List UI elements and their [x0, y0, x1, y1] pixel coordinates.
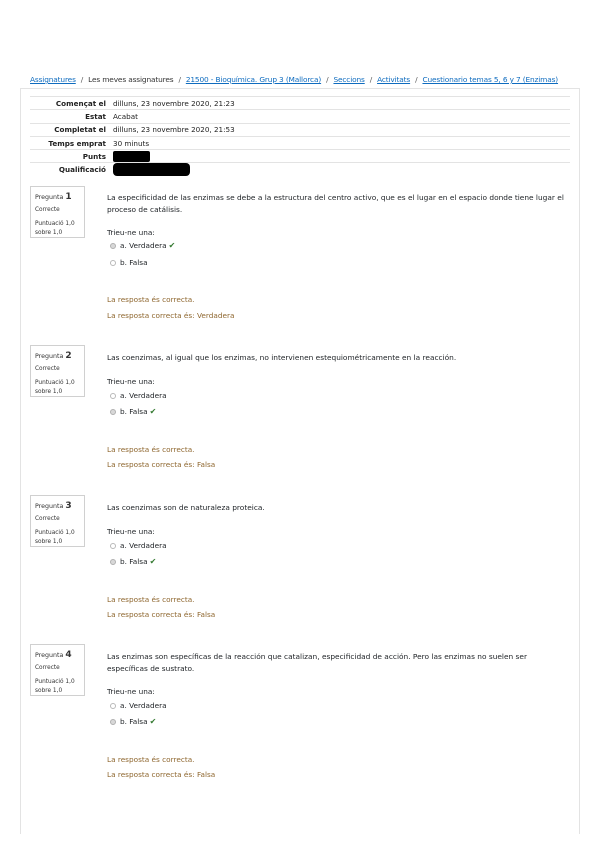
- breadcrumb-activitats[interactable]: Activitats: [377, 75, 411, 84]
- answer-option-b[interactable]: [110, 407, 156, 416]
- answer-prompt: Trieu-ne una:: [107, 377, 155, 386]
- summary-label: Completat el: [30, 123, 113, 136]
- radio-button[interactable]: [110, 409, 116, 415]
- summary-value: dilluns, 23 novembre 2020, 21:23: [113, 97, 570, 110]
- breadcrumb-les-meves-assignatures: Les meves assignatures: [88, 75, 174, 84]
- breadcrumb-separator: /: [326, 75, 329, 84]
- question-number: 4: [65, 650, 72, 660]
- question-label: Pregunta: [35, 194, 64, 201]
- question-number: 3: [65, 501, 72, 511]
- redacted-grade: [113, 163, 190, 176]
- option-label: a. Verdadera: [120, 541, 167, 550]
- question-label: Pregunta: [35, 503, 64, 510]
- summary-row-started: [30, 97, 570, 110]
- breadcrumb-separator: /: [80, 75, 84, 84]
- question-grade: Puntuació 1,0 sobre 1,0: [35, 679, 75, 694]
- feedback-text: La resposta és correcta.: [107, 595, 195, 604]
- correct-answer-text: La resposta correcta és: Falsa: [107, 610, 216, 619]
- breadcrumb-assignatures[interactable]: Assignatures: [30, 75, 76, 84]
- question-text: La especificidad de las enzimas se debe a la estructura del centro activo, que es el lugar en el espacio donde tiene lugar el proceso de catálisis.: [107, 193, 564, 214]
- summary-row-marks: [30, 150, 570, 163]
- radio-button[interactable]: [110, 243, 116, 249]
- question-text: Las coenzimas son de naturaleza proteica.: [107, 503, 265, 512]
- answer-prompt: Trieu-ne una:: [107, 527, 155, 536]
- radio-button[interactable]: [110, 543, 116, 549]
- answer-option-b[interactable]: [110, 557, 156, 566]
- question-info-box: [30, 644, 85, 696]
- check-icon: ✔: [168, 241, 176, 250]
- radio-button[interactable]: [110, 559, 116, 565]
- option-label: b. Falsa: [120, 557, 148, 566]
- breadcrumb: [30, 75, 558, 84]
- answer-option-a[interactable]: [110, 391, 167, 400]
- option-label: a. Verdadera: [120, 391, 167, 400]
- question-grade: Puntuació 1,0 sobre 1,0: [35, 380, 75, 395]
- feedback-text: La resposta és correcta.: [107, 295, 195, 304]
- summary-label: Estat: [30, 110, 113, 123]
- question-grade: Puntuació 1,0 sobre 1,0: [35, 530, 75, 545]
- correct-answer-text: La resposta correcta és: Falsa: [107, 770, 216, 779]
- question-info-box: [30, 495, 85, 547]
- summary-label: Qualificació: [30, 163, 113, 177]
- option-label: b. Falsa: [120, 717, 148, 726]
- option-label: a. Verdadera: [120, 241, 167, 250]
- answer-prompt: Trieu-ne una:: [107, 687, 155, 696]
- summary-value: dilluns, 23 novembre 2020, 21:53: [113, 123, 570, 136]
- option-label: b. Falsa: [120, 407, 148, 416]
- question-info-box: [30, 186, 85, 238]
- breadcrumb-quiz[interactable]: Cuestionario temas 5, 6 y 7 (Enzimas): [422, 75, 559, 84]
- question-number: 1: [65, 192, 72, 202]
- radio-button[interactable]: [110, 719, 116, 725]
- answer-option-a[interactable]: [110, 541, 167, 550]
- question-state: Correcte: [35, 207, 60, 213]
- question-number: 2: [65, 351, 72, 361]
- radio-button[interactable]: [110, 393, 116, 399]
- question-state: Correcte: [35, 665, 60, 671]
- summary-value: 30 minuts: [113, 136, 570, 149]
- radio-button[interactable]: [110, 260, 116, 266]
- summary-row-state: [30, 110, 570, 123]
- answer-option-b[interactable]: [110, 258, 148, 267]
- question-label: Pregunta: [35, 353, 64, 360]
- breadcrumb-separator: /: [415, 75, 418, 84]
- question-grade: Puntuació 1,0 sobre 1,0: [35, 221, 75, 236]
- question-text: Las coenzimas, al igual que los enzimas, no intervienen estequiométricamente en la reacción.: [107, 353, 457, 362]
- check-icon: ✔: [149, 717, 157, 726]
- check-icon: ✔: [149, 557, 157, 566]
- feedback-text: La resposta és correcta.: [107, 755, 195, 764]
- answer-option-b[interactable]: [110, 717, 156, 726]
- breadcrumb-seccions[interactable]: Seccions: [333, 75, 365, 84]
- question-state: Correcte: [35, 366, 60, 372]
- question-label: Pregunta: [35, 652, 64, 659]
- correct-answer-text: La resposta correcta és: Verdadera: [107, 311, 235, 320]
- attempt-summary-table: [30, 96, 570, 176]
- summary-label: Temps emprat: [30, 136, 113, 149]
- summary-value: Acabat: [113, 110, 570, 123]
- question-info-box: [30, 345, 85, 397]
- summary-row-time-taken: [30, 136, 570, 149]
- redacted-marks: [113, 151, 150, 162]
- breadcrumb-separator: /: [369, 75, 373, 84]
- feedback-text: La resposta és correcta.: [107, 445, 195, 454]
- breadcrumb-separator: /: [178, 75, 181, 84]
- radio-button[interactable]: [110, 703, 116, 709]
- summary-row-grade: [30, 163, 570, 177]
- question-text: Las enzimas son específicas de la reacción que catalizan, especificidad de acción. Pero las enzimas no suelen ser específicas de sustrato.: [107, 652, 527, 673]
- option-label: a. Verdadera: [120, 701, 167, 710]
- answer-option-a[interactable]: [110, 241, 175, 250]
- question-state: Correcte: [35, 516, 60, 522]
- check-icon: ✔: [149, 407, 157, 416]
- correct-answer-text: La resposta correcta és: Falsa: [107, 460, 216, 469]
- answer-prompt: Trieu-ne una:: [107, 228, 155, 237]
- option-label: b. Falsa: [120, 258, 148, 267]
- summary-label: Començat el: [30, 97, 113, 110]
- summary-row-completed: [30, 123, 570, 136]
- breadcrumb-course[interactable]: 21500 - Bioquímica. Grup 3 (Mallorca): [185, 75, 322, 84]
- summary-label: Punts: [30, 150, 113, 163]
- answer-option-a[interactable]: [110, 701, 167, 710]
